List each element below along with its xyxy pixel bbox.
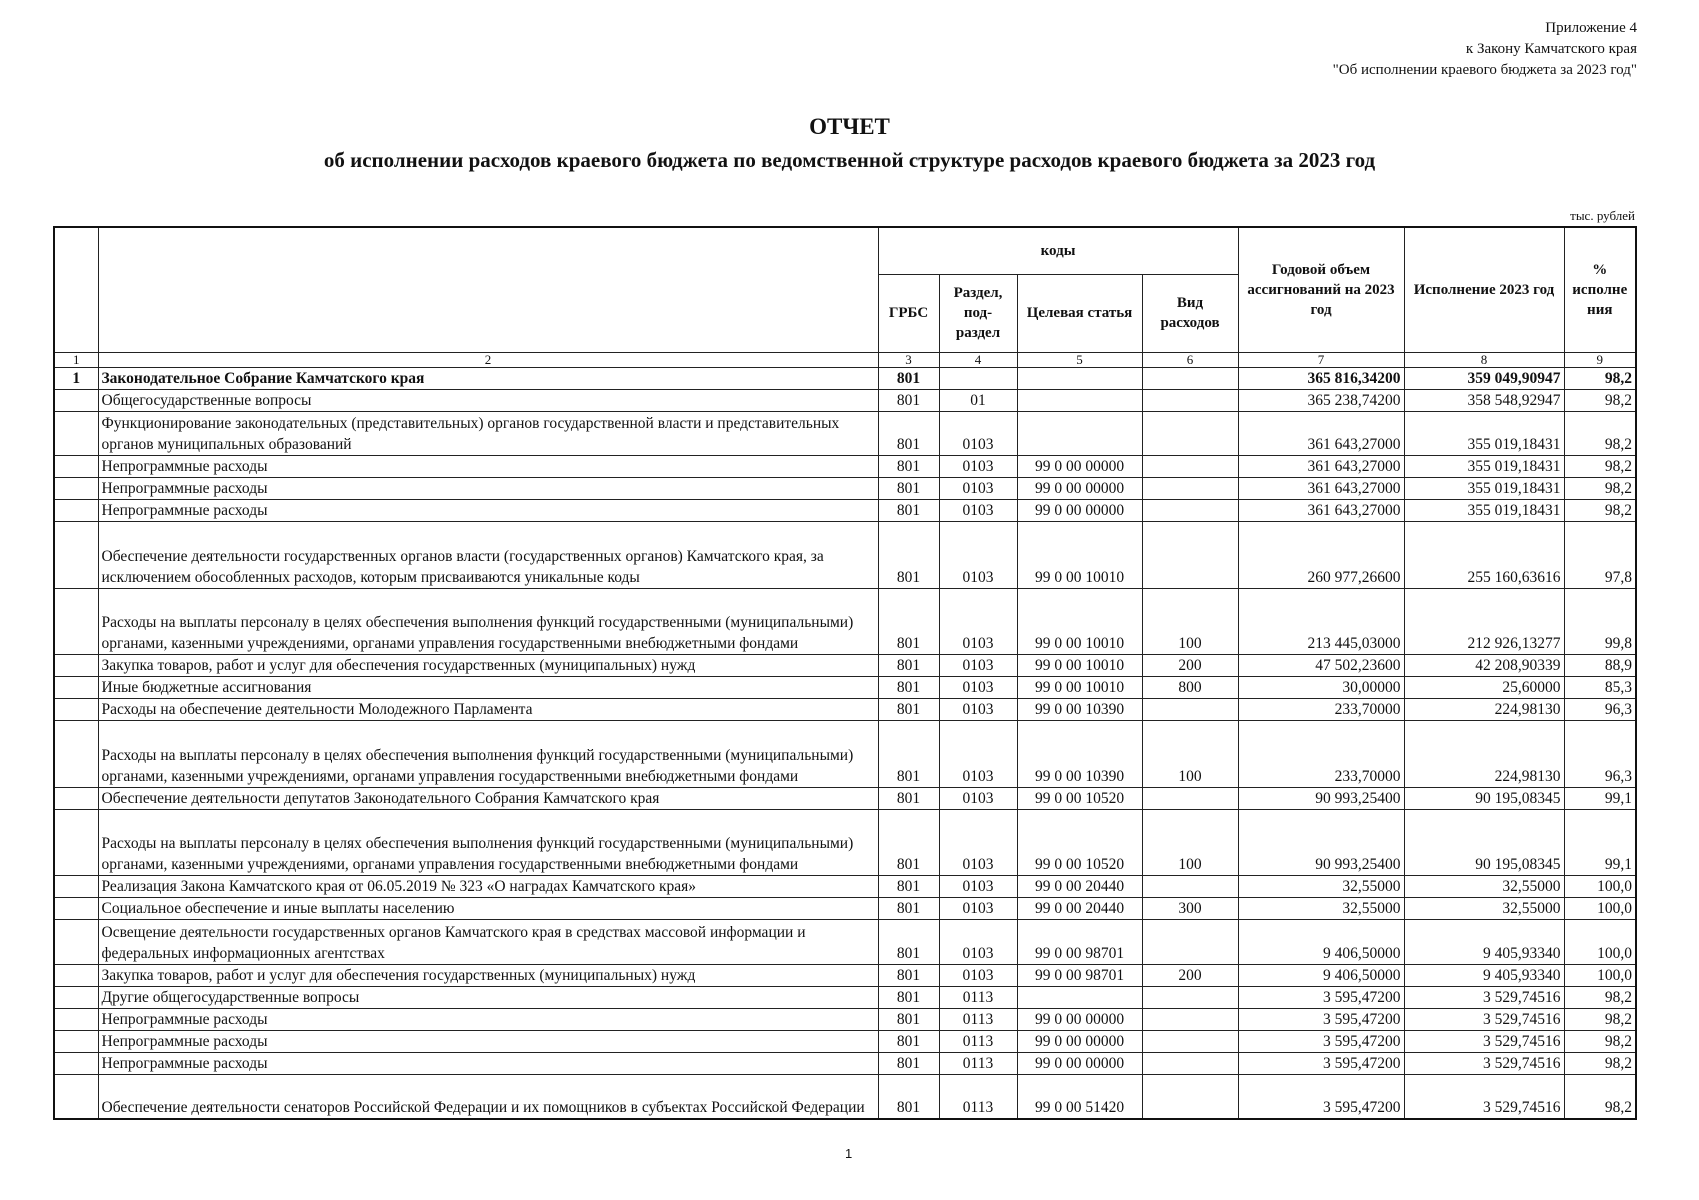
- row-section: 0113: [939, 1008, 1017, 1030]
- row-name: Обеспечение деятельности государственных органов власти (государственных органов) Камчатского края, за исключением обособленных расходов, которым присваиваются уникальные коды: [98, 521, 878, 588]
- row-execution: 3 529,74516: [1404, 986, 1564, 1008]
- row-expense-type: 100: [1142, 720, 1238, 787]
- appendix-note: [1333, 18, 1637, 81]
- expenditure-table: [53, 226, 1637, 1120]
- page-number: 1: [845, 1146, 853, 1161]
- row-annual-allocation: 90 993,25400: [1238, 809, 1404, 875]
- row-section: 0103: [939, 720, 1017, 787]
- row-expense-type: [1142, 367, 1238, 389]
- row-execution: 212 926,13277: [1404, 588, 1564, 654]
- row-name: Реализация Закона Камчатского края от 06.05.2019 № 323 «О наградах Камчатского края»: [98, 875, 878, 897]
- table-row: [54, 676, 1636, 698]
- row-percent: 98,2: [1564, 455, 1636, 477]
- row-percent: 96,3: [1564, 698, 1636, 720]
- header-section: Раздел, под-раздел: [939, 274, 1017, 352]
- row-name: Непрограммные расходы: [98, 1052, 878, 1074]
- row-index: [54, 698, 98, 720]
- row-grbs: 801: [878, 698, 939, 720]
- table-row: [54, 499, 1636, 521]
- row-target-article: [1017, 389, 1142, 411]
- row-section: 0103: [939, 875, 1017, 897]
- row-grbs: 801: [878, 588, 939, 654]
- table-row: [54, 1052, 1636, 1074]
- row-percent: 88,9: [1564, 654, 1636, 676]
- row-annual-allocation: 90 993,25400: [1238, 787, 1404, 809]
- table-row: [54, 477, 1636, 499]
- table-row: [54, 411, 1636, 455]
- row-name: Освещение деятельности государственных органов Камчатского края в средствах массовой информации и федеральных информационных агентствах: [98, 919, 878, 964]
- row-target-article: 99 0 00 10010: [1017, 521, 1142, 588]
- row-annual-allocation: 361 643,27000: [1238, 477, 1404, 499]
- row-expense-type: [1142, 875, 1238, 897]
- row-percent: 98,2: [1564, 1074, 1636, 1119]
- row-percent: 98,2: [1564, 499, 1636, 521]
- table-row: [54, 875, 1636, 897]
- table-row: [54, 919, 1636, 964]
- row-expense-type: [1142, 1052, 1238, 1074]
- row-percent: 98,2: [1564, 477, 1636, 499]
- row-grbs: 801: [878, 521, 939, 588]
- row-expense-type: [1142, 986, 1238, 1008]
- table-row: [54, 964, 1636, 986]
- row-index: [54, 411, 98, 455]
- row-grbs: 801: [878, 986, 939, 1008]
- row-name: Расходы на выплаты персоналу в целях обеспечения выполнения функций государственными (муниципальными) органами, казенными учреждениями, органами управления государственными внебюджетными фондами: [98, 720, 878, 787]
- row-target-article: 99 0 00 10520: [1017, 809, 1142, 875]
- row-section: 0113: [939, 1074, 1017, 1119]
- row-percent: 100,0: [1564, 919, 1636, 964]
- table-row: [54, 809, 1636, 875]
- row-percent: 85,3: [1564, 676, 1636, 698]
- row-expense-type: 100: [1142, 809, 1238, 875]
- row-target-article: 99 0 00 00000: [1017, 1052, 1142, 1074]
- row-section: 0103: [939, 588, 1017, 654]
- row-name: Другие общегосударственные вопросы: [98, 986, 878, 1008]
- row-section: 0103: [939, 698, 1017, 720]
- row-name: Непрограммные расходы: [98, 455, 878, 477]
- table-row: [54, 521, 1636, 588]
- row-percent: 96,3: [1564, 720, 1636, 787]
- row-target-article: 99 0 00 98701: [1017, 964, 1142, 986]
- row-target-article: 99 0 00 00000: [1017, 1030, 1142, 1052]
- row-target-article: 99 0 00 51420: [1017, 1074, 1142, 1119]
- row-annual-allocation: 260 977,26600: [1238, 521, 1404, 588]
- row-annual-allocation: 233,70000: [1238, 698, 1404, 720]
- row-annual-allocation: 9 406,50000: [1238, 964, 1404, 986]
- col-num: 5: [1017, 352, 1142, 367]
- report-subtitle: об исполнении расходов краевого бюджета по ведомственной структуре расходов краевого бюджета за 2023 год: [323, 148, 1376, 172]
- row-percent: 100,0: [1564, 897, 1636, 919]
- table-row: [54, 986, 1636, 1008]
- header-codes: коды: [878, 227, 1238, 274]
- row-name: Законодательное Собрание Камчатского края: [98, 367, 878, 389]
- row-execution: 3 529,74516: [1404, 1030, 1564, 1052]
- table-row: [54, 698, 1636, 720]
- row-expense-type: [1142, 698, 1238, 720]
- col-num: 3: [878, 352, 939, 367]
- row-expense-type: [1142, 499, 1238, 521]
- row-index: [54, 499, 98, 521]
- row-execution: 90 195,08345: [1404, 787, 1564, 809]
- row-grbs: 801: [878, 367, 939, 389]
- row-name: Непрограммные расходы: [98, 1008, 878, 1030]
- row-target-article: 99 0 00 10520: [1017, 787, 1142, 809]
- row-section: 0103: [939, 676, 1017, 698]
- row-section: 0103: [939, 477, 1017, 499]
- row-name: Непрограммные расходы: [98, 477, 878, 499]
- row-target-article: 99 0 00 10010: [1017, 676, 1142, 698]
- row-grbs: 801: [878, 411, 939, 455]
- row-expense-type: [1142, 787, 1238, 809]
- row-section: 0103: [939, 809, 1017, 875]
- header-expense-type: Вид расходов: [1142, 274, 1238, 352]
- row-grbs: 801: [878, 897, 939, 919]
- row-annual-allocation: 365 238,74200: [1238, 389, 1404, 411]
- row-percent: 98,2: [1564, 411, 1636, 455]
- row-expense-type: 100: [1142, 588, 1238, 654]
- row-annual-allocation: 32,55000: [1238, 875, 1404, 897]
- row-expense-type: [1142, 389, 1238, 411]
- table-row: [54, 1008, 1636, 1030]
- row-grbs: 801: [878, 809, 939, 875]
- row-target-article: 99 0 00 00000: [1017, 477, 1142, 499]
- row-expense-type: [1142, 1008, 1238, 1030]
- row-target-article: 99 0 00 10390: [1017, 698, 1142, 720]
- row-grbs: 801: [878, 787, 939, 809]
- col-num: 7: [1238, 352, 1404, 367]
- row-execution: 9 405,93340: [1404, 919, 1564, 964]
- row-execution: 32,55000: [1404, 897, 1564, 919]
- row-section: 0103: [939, 897, 1017, 919]
- row-expense-type: 200: [1142, 964, 1238, 986]
- row-annual-allocation: 30,00000: [1238, 676, 1404, 698]
- column-number-row: [54, 352, 1636, 367]
- row-index: [54, 809, 98, 875]
- row-execution: 224,98130: [1404, 720, 1564, 787]
- row-execution: 355 019,18431: [1404, 455, 1564, 477]
- row-target-article: 99 0 00 00000: [1017, 499, 1142, 521]
- col-num: 6: [1142, 352, 1238, 367]
- row-annual-allocation: 213 445,03000: [1238, 588, 1404, 654]
- row-target-article: [1017, 367, 1142, 389]
- row-percent: 98,2: [1564, 1008, 1636, 1030]
- row-index: [54, 787, 98, 809]
- table-row: [54, 367, 1636, 389]
- row-execution: 25,60000: [1404, 676, 1564, 698]
- table-body: [54, 367, 1636, 1119]
- table-row: [54, 1030, 1636, 1052]
- row-index: [54, 521, 98, 588]
- row-index: [54, 1074, 98, 1119]
- row-index: [54, 875, 98, 897]
- row-annual-allocation: 3 595,47200: [1238, 986, 1404, 1008]
- row-execution: 3 529,74516: [1404, 1074, 1564, 1119]
- row-index: [54, 1052, 98, 1074]
- row-execution: 3 529,74516: [1404, 1052, 1564, 1074]
- row-grbs: 801: [878, 654, 939, 676]
- header-name: [98, 227, 878, 352]
- row-percent: 99,8: [1564, 588, 1636, 654]
- row-expense-type: [1142, 1074, 1238, 1119]
- row-percent: 98,2: [1564, 986, 1636, 1008]
- col-num: 2: [98, 352, 878, 367]
- row-grbs: 801: [878, 1030, 939, 1052]
- row-percent: 100,0: [1564, 875, 1636, 897]
- row-target-article: 99 0 00 98701: [1017, 919, 1142, 964]
- row-section: 0103: [939, 964, 1017, 986]
- appendix-line-2: к Закону Камчатского края: [1465, 41, 1637, 57]
- row-expense-type: 200: [1142, 654, 1238, 676]
- row-execution: 355 019,18431: [1404, 499, 1564, 521]
- row-execution: 90 195,08345: [1404, 809, 1564, 875]
- row-annual-allocation: 3 595,47200: [1238, 1030, 1404, 1052]
- row-percent: 98,2: [1564, 1052, 1636, 1074]
- row-index: [54, 919, 98, 964]
- row-section: 0103: [939, 455, 1017, 477]
- row-target-article: 99 0 00 10010: [1017, 588, 1142, 654]
- row-name: Непрограммные расходы: [98, 499, 878, 521]
- row-index: [54, 720, 98, 787]
- row-grbs: 801: [878, 1052, 939, 1074]
- row-grbs: 801: [878, 455, 939, 477]
- header-annual-allocation: Годовой объем ассигнований на 2023 год: [1238, 227, 1404, 352]
- row-execution: 359 049,90947: [1404, 367, 1564, 389]
- row-target-article: 99 0 00 00000: [1017, 455, 1142, 477]
- row-percent: 100,0: [1564, 964, 1636, 986]
- row-name: Функционирование законодательных (представительных) органов государственной власти и представительных органов муниципальных образований: [98, 411, 878, 455]
- row-expense-type: [1142, 1030, 1238, 1052]
- row-section: 0113: [939, 1052, 1017, 1074]
- row-section: [939, 367, 1017, 389]
- row-grbs: 801: [878, 720, 939, 787]
- row-expense-type: [1142, 919, 1238, 964]
- row-target-article: 99 0 00 00000: [1017, 1008, 1142, 1030]
- table-row: [54, 588, 1636, 654]
- row-expense-type: 300: [1142, 897, 1238, 919]
- row-percent: 98,2: [1564, 367, 1636, 389]
- units-label: тыс. рублей: [1570, 208, 1635, 223]
- row-section: 0103: [939, 654, 1017, 676]
- row-grbs: 801: [878, 477, 939, 499]
- row-percent: 98,2: [1564, 389, 1636, 411]
- appendix-line-3: "Об исполнении краевого бюджета за 2023 год": [1332, 62, 1637, 78]
- row-annual-allocation: 3 595,47200: [1238, 1074, 1404, 1119]
- row-index: [54, 477, 98, 499]
- col-num: 4: [939, 352, 1017, 367]
- table-row: [54, 455, 1636, 477]
- row-expense-type: [1142, 477, 1238, 499]
- row-expense-type: [1142, 411, 1238, 455]
- row-grbs: 801: [878, 676, 939, 698]
- row-name: Расходы на обеспечение деятельности Молодежного Парламента: [98, 698, 878, 720]
- row-annual-allocation: 47 502,23600: [1238, 654, 1404, 676]
- row-index: [54, 455, 98, 477]
- row-name: Непрограммные расходы: [98, 1030, 878, 1052]
- table-row: [54, 897, 1636, 919]
- row-percent: 99,1: [1564, 809, 1636, 875]
- row-annual-allocation: 9 406,50000: [1238, 919, 1404, 964]
- header-execution: Исполнение 2023 год: [1404, 227, 1564, 352]
- col-num: 1: [54, 352, 98, 367]
- row-name: Иные бюджетные ассигнования: [98, 676, 878, 698]
- row-name: Расходы на выплаты персоналу в целях обеспечения выполнения функций государственными (муниципальными) органами, казенными учреждениями, органами управления государственными внебюджетными фондами: [98, 809, 878, 875]
- row-section: 01: [939, 389, 1017, 411]
- row-index: [54, 964, 98, 986]
- row-name: Расходы на выплаты персоналу в целях обеспечения выполнения функций государственными (муниципальными) органами, казенными учреждениями, органами управления государственными внебюджетными фондами: [98, 588, 878, 654]
- row-percent: 98,2: [1564, 1030, 1636, 1052]
- row-expense-type: [1142, 455, 1238, 477]
- row-index: [54, 588, 98, 654]
- row-execution: 32,55000: [1404, 875, 1564, 897]
- row-name: Закупка товаров, работ и услуг для обеспечения государственных (муниципальных) нужд: [98, 654, 878, 676]
- row-target-article: [1017, 411, 1142, 455]
- row-expense-type: 800: [1142, 676, 1238, 698]
- row-section: 0103: [939, 787, 1017, 809]
- row-name: Обеспечение деятельности сенаторов Российской Федерации и их помощников в субъектах Российской Федерации: [98, 1074, 878, 1119]
- row-index: [54, 897, 98, 919]
- row-execution: 355 019,18431: [1404, 411, 1564, 455]
- row-annual-allocation: 3 595,47200: [1238, 1008, 1404, 1030]
- row-section: 0113: [939, 986, 1017, 1008]
- table-row: [54, 389, 1636, 411]
- row-execution: 358 548,92947: [1404, 389, 1564, 411]
- row-section: 0103: [939, 521, 1017, 588]
- row-name: Обеспечение деятельности депутатов Законодательного Собрания Камчатского края: [98, 787, 878, 809]
- report-title: ОТЧЕТ: [809, 114, 890, 139]
- header-target-article: Целевая статья: [1017, 274, 1142, 352]
- row-name: Общегосударственные вопросы: [98, 389, 878, 411]
- row-target-article: 99 0 00 10390: [1017, 720, 1142, 787]
- row-execution: 3 529,74516: [1404, 1008, 1564, 1030]
- appendix-line-1: Приложение 4: [1545, 20, 1637, 36]
- row-grbs: 801: [878, 1074, 939, 1119]
- row-grbs: 801: [878, 389, 939, 411]
- row-expense-type: [1142, 521, 1238, 588]
- row-name: Закупка товаров, работ и услуг для обеспечения государственных (муниципальных) нужд: [98, 964, 878, 986]
- row-annual-allocation: 233,70000: [1238, 720, 1404, 787]
- row-section: 0103: [939, 919, 1017, 964]
- row-grbs: 801: [878, 499, 939, 521]
- header-percent: % исполне ния: [1564, 227, 1636, 352]
- row-section: 0103: [939, 499, 1017, 521]
- row-index: 1: [54, 367, 98, 389]
- row-annual-allocation: 361 643,27000: [1238, 411, 1404, 455]
- row-execution: 255 160,63616: [1404, 521, 1564, 588]
- row-annual-allocation: 365 816,34200: [1238, 367, 1404, 389]
- row-grbs: 801: [878, 919, 939, 964]
- table-row: [54, 787, 1636, 809]
- row-grbs: 801: [878, 875, 939, 897]
- table-row: [54, 720, 1636, 787]
- row-annual-allocation: 32,55000: [1238, 897, 1404, 919]
- row-index: [54, 676, 98, 698]
- row-grbs: 801: [878, 1008, 939, 1030]
- row-annual-allocation: 3 595,47200: [1238, 1052, 1404, 1074]
- row-percent: 99,1: [1564, 787, 1636, 809]
- row-target-article: [1017, 986, 1142, 1008]
- row-execution: 9 405,93340: [1404, 964, 1564, 986]
- header-grbs: ГРБС: [878, 274, 939, 352]
- row-index: [54, 389, 98, 411]
- row-section: 0103: [939, 411, 1017, 455]
- row-execution: 355 019,18431: [1404, 477, 1564, 499]
- row-index: [54, 986, 98, 1008]
- table-row: [54, 654, 1636, 676]
- row-index: [54, 1030, 98, 1052]
- row-target-article: 99 0 00 10010: [1017, 654, 1142, 676]
- row-grbs: 801: [878, 964, 939, 986]
- row-execution: 224,98130: [1404, 698, 1564, 720]
- col-num: 8: [1404, 352, 1564, 367]
- row-index: [54, 1008, 98, 1030]
- header-index: [54, 227, 98, 352]
- table-row: [54, 1074, 1636, 1119]
- row-section: 0113: [939, 1030, 1017, 1052]
- row-annual-allocation: 361 643,27000: [1238, 455, 1404, 477]
- row-target-article: 99 0 00 20440: [1017, 875, 1142, 897]
- row-percent: 97,8: [1564, 521, 1636, 588]
- col-num: 9: [1564, 352, 1636, 367]
- row-target-article: 99 0 00 20440: [1017, 897, 1142, 919]
- row-index: [54, 654, 98, 676]
- row-execution: 42 208,90339: [1404, 654, 1564, 676]
- row-name: Социальное обеспечение и иные выплаты населению: [98, 897, 878, 919]
- row-annual-allocation: 361 643,27000: [1238, 499, 1404, 521]
